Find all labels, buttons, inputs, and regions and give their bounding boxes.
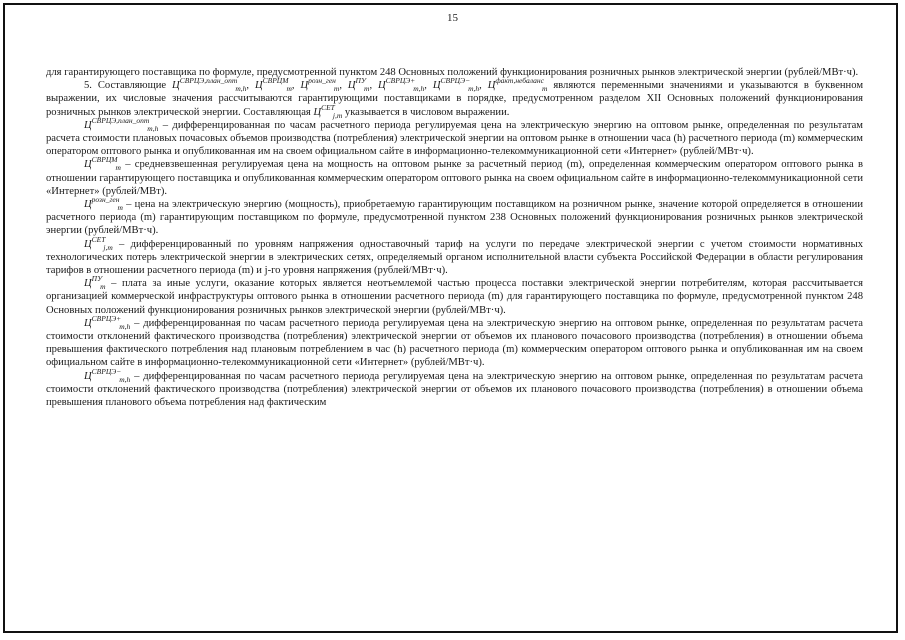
definition-paragraph [46,155,863,198]
formula-symbol: $Ц^{СЕТ}_{j,m}$ [84,234,113,252]
formula-symbol: $Ц^{ПУ}_m$ [84,274,106,292]
formula-symbol: $Ц^{СВРЦМ}_m$ [254,76,292,94]
item-5-lead: 5. Составляющие [84,80,167,92]
item-5-paragraph [46,76,864,120]
definition-text: – дифференцированная по часам расчетного периода регулируемая цена на электрическую энергию на оптовом рынке, определенная по результатам расчета стоимости плановых почасовых объемов производства (потребления) электрической энергии на оптовом рынке в отношении часа (h) расчетного периода (m) коммерческим оператором оптового рынка и опубликованная им на своем официальном сайте в информационно-телекоммуникационной сети «Интернет» (рублей/МВт·ч). [46,119,863,158]
formula-symbol: $Ц^{СВРЦЭ-}_{m,h}$ [84,366,131,384]
intro-paragraph: для гарантирующего поставщика по формуле, предусмотренной пунктом 248 Основных положений функционирования розничных рынков электрической энергии (рублей/МВт·ч). [46,67,859,78]
formula-symbol: $Ц^{СВРЦЭ-}_{m,h}$ [432,76,480,94]
formula-symbol: $Ц^{СВРЦЭ+}_{m,h}$ [378,76,425,94]
formula-symbol: $Ц^{розн\_ген}_m$ [84,195,123,213]
definition-paragraph [46,115,863,159]
definition-text: – плата за иные услуги, оказание которых является неотъемлемой частью процесса поставки электрической энергии потребителям, которая рассчитывается организацией коммерческой инфраструктуры оптового рынка в отношении расчетного периода (m) для гарантирующего поставщика по формуле, предусмотренной пунктом 248 Основных положений функционирования розничных рынков электрической энергии (рублей/МВт·ч). [46,278,863,316]
item-5-text: являются переменными значениями и указываются в буквенном выражении, их числовые значения рассчитываются гарантирующими поставщиками в порядке, предусмотренном разделом XII Основных положений функционирования розничных рынков электрической энергии. Составляющая [46,80,864,118]
definition-paragraph [46,274,863,317]
definition-paragraph [46,366,863,410]
definition-text: – средневзвешенная регулируемая цена на мощность на оптовом рынке за расчетный период (m), определенная коммерческим оператором оптового рынка в отношении гарантирующего поставщика и опубликованная коммерческим оператором оптового рынка на своем официальном сайте в информационно-телекоммуникационной сети «Интернет» (рублей/МВт). [46,159,863,197]
definition-paragraph [46,234,863,278]
formula-symbol: $Ц^{факт,небаланс}_m$ [487,76,548,94]
formula-symbol: $Ц^{СВРЦЭ,план\_опт}_{m,h}$ [84,115,159,133]
definitions-list [46,115,863,409]
formula-symbol: $Ц^{ПУ}_m$ [347,76,370,94]
item-5-symbol-list: $Ц^{СВРЦЭ,план\_опт}_{m,h}$, $Ц^{СВРЦМ}_m$, $Ц^{розн\_ген}_m$, $Ц^{ПУ}_m$, $Ц^{СВРЦЭ+}_{m,h}$, $Ц^{СВРЦЭ-}_{m,h}$, $Ц^{факт,небаланс}_m$ [172,76,548,94]
formula-symbol: $Ц^{СВРЦМ}_m$ [84,155,121,173]
definition-text: – дифференцированная по часам расчетного периода регулируемая цена на электрическую энергию на оптовом рынке, определенная по результатам расчета стоимости отклонений фактического производства (потребления) электрической энергии от объемов их планового почасового производства (потребления) в отношении объема превышения планового объема потребления над фактическим [46,370,863,409]
item-5-tail: указывается в числовом выражении. [344,106,510,118]
definition-text: – дифференцированный по уровням напряжения одноставочный тариф на услуги по передаче электрической энергии с учетом стоимости нормативных технологических потерь электрической энергии в электрических сетях, определяемый органом исполнительной власти субъекта Российской Федерации в области регулирования тарифов в отношении расчетного периода (m) и j-го уровня напряжения (рублей/МВт·ч). [46,238,863,277]
document-body [46,66,863,409]
formula-symbol: $Ц^{розн\_ген}_m$ [300,76,340,94]
formula-symbol: $Ц^{СВРЦЭ+}_{m,h}$ [84,313,131,331]
definition-paragraph [46,195,863,238]
definition-paragraph [46,313,863,370]
definition-text: – цена на электрическую энергию (мощность), приобретаемую гарантирующим поставщиком на розничном рынке, значение которой определяется в отношении расчетного периода (m) гарантирующим поставщиком по формуле, предусмотренной пунктом 238 Основных положений функционирования розничных рынков электрической энергии (рублей/МВт·ч). [46,199,863,237]
formula-symbol: $Ц^{СЕТ}_{j,m}$ [313,102,343,120]
definition-text: – дифференцированная по часам расчетного периода регулируемая цена на электрическую энергию на оптовом рынке, определенная по результатам расчета стоимости отклонений фактического производства (потребления) электрической энергии от объемов их планового почасового производства (потребления) в отношении объема превышения фактического потребления над плановым потреблением в час (h) расчетного периода (m) коммерческим оператором оптового рынка и опубликованная им на своем официальном сайте в информационно-телекоммуникационной сети «Интернет» (рублей/МВт·ч). [46,317,863,369]
page-number: 15 [447,12,458,24]
formula-symbol: $Ц^{СВРЦЭ,план\_опт}_{m,h}$ [172,76,247,94]
